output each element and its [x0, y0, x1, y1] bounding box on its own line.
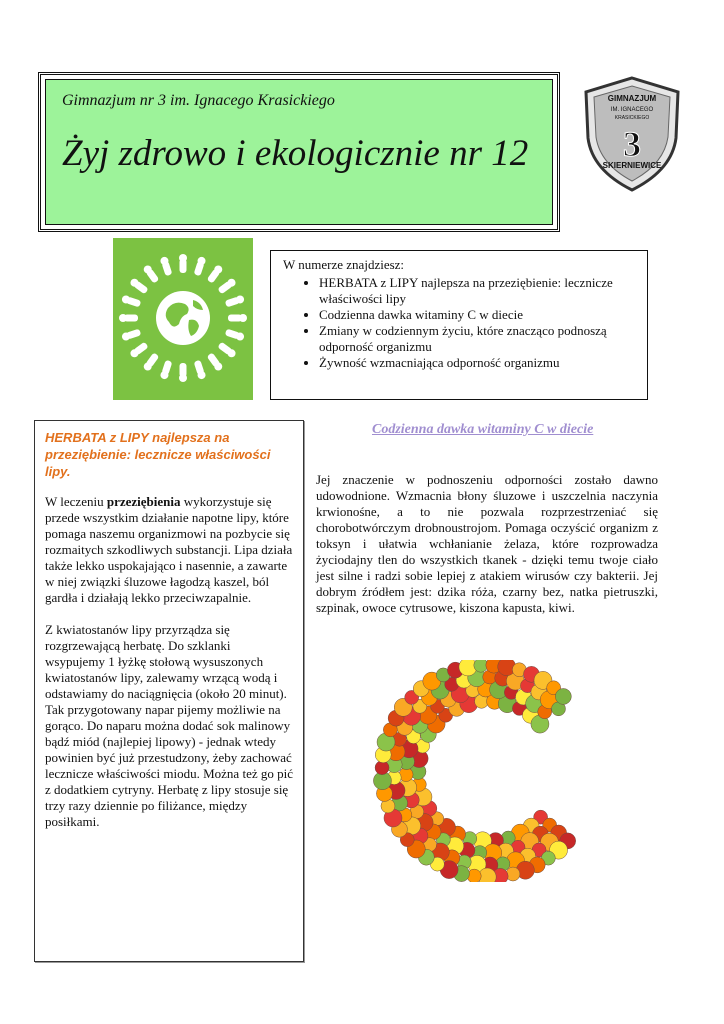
contents-item: • Żywność wzmacniająca odporność organizmu [319, 355, 637, 371]
fruit-letter-c-icon [370, 660, 600, 882]
school-emblem-icon [580, 74, 684, 194]
school-name: Gimnazjum nr 3 im. Ignacego Krasickiego [62, 92, 335, 109]
contents-heading: W numerze znajdziesz: [283, 257, 405, 272]
newsletter-header [38, 72, 560, 232]
contents-list [281, 275, 637, 371]
emblem-city: SKIERNIEWICE [602, 161, 662, 170]
article-title: HERBATA z LIPY najlepsza na przeziębienie: lecznicze właściwości lipy. [45, 430, 271, 479]
newsletter-title: Żyj zdrowo i ekologicznie nr 12 [62, 133, 529, 174]
emblem-number: 3 [623, 124, 641, 164]
contents-item: • HERBATA z LIPY najlepsza na przeziębienie: lecznicze właściwości lipy [319, 275, 637, 307]
text-run: wykorzystuje się przede wszystkim działanie napotne lipy, które pomaga naszemu organizmowi na pozbycie się rozmaitych szkodliwych substancji. Lipa działa także lekko uspokajająco i nasennie, a zawarte w niej związki śluzowe łagodzą kaszel, ból gardła i działają lekko przeciwzapalnie. [45, 494, 293, 605]
text-run: W leczeniu [45, 494, 107, 509]
contents-box [270, 250, 648, 400]
contents-item: • Codzienna dawka witaminy C w diecie [319, 307, 637, 323]
vitamin-c-title: Codzienna dawka witaminy C w diecie [372, 422, 594, 437]
contents-item: • Zmiany w codziennym życiu, które znacząco podnoszą odporność organizmu [319, 323, 637, 355]
emblem-line3: KRASICKIEGO [614, 115, 650, 121]
header-banner [45, 79, 553, 225]
article-paragraph [45, 494, 293, 606]
vitamin-c-text: Jej znaczenie w podnoszeniu odporności zostało dawno udowodnione. Wzmacnia błony śluzowe i uszczelnia naczynia krwionośne, a to nie pozwala rozprzestrzeniać się chorobotwórczym drobnoustrojom. Pomaga oczyścić organizm z toksyn i ułatwia wchłanianie żelaza, które rozprowadza życiodajny tlen do wszystkich tkanek - dzięki temu twoje ciało jest silne i radzi sobie lepiej z atakiem wirusów czy bakterii. Jej dobrym źródłem jest: dzika róża, czarny bez, natka pietruszki, szpinak, owoce cytrusowe, kiszona kapusta, kiwi. [316, 472, 658, 615]
emblem-line1: GIMNAZJUM [607, 94, 657, 103]
linden-tea-article [34, 420, 304, 962]
bold-term: przeziębienia [106, 494, 181, 509]
article-paragraph: Z kwiatostanów lipy przyrządza się rozgrzewającą herbatę. Do szklanki wsypujemy 1 łyżkę stołową wysuszonych kwiatostanów lipy, zalewamy wrzącą wodą i odstawiamy do naciągnięcia (około 20 minut). Tak przygotowany napar pijemy możliwie na gorąco. Do naparu można dodać sok malinowy bądź miód (najlepiej lipowy) - jednak wtedy powinien być już przestudzony, żeby zachować lecznicze właściwości miodu. Można też go pić z dodatkiem cytryny. Herbatę z lipy stosuje się trzy razy dziennie po filiżance, między posiłkami. [45, 622, 293, 829]
ecology-people-globe-icon [113, 238, 253, 400]
emblem-line2: IM. IGNACEGO [610, 107, 654, 113]
